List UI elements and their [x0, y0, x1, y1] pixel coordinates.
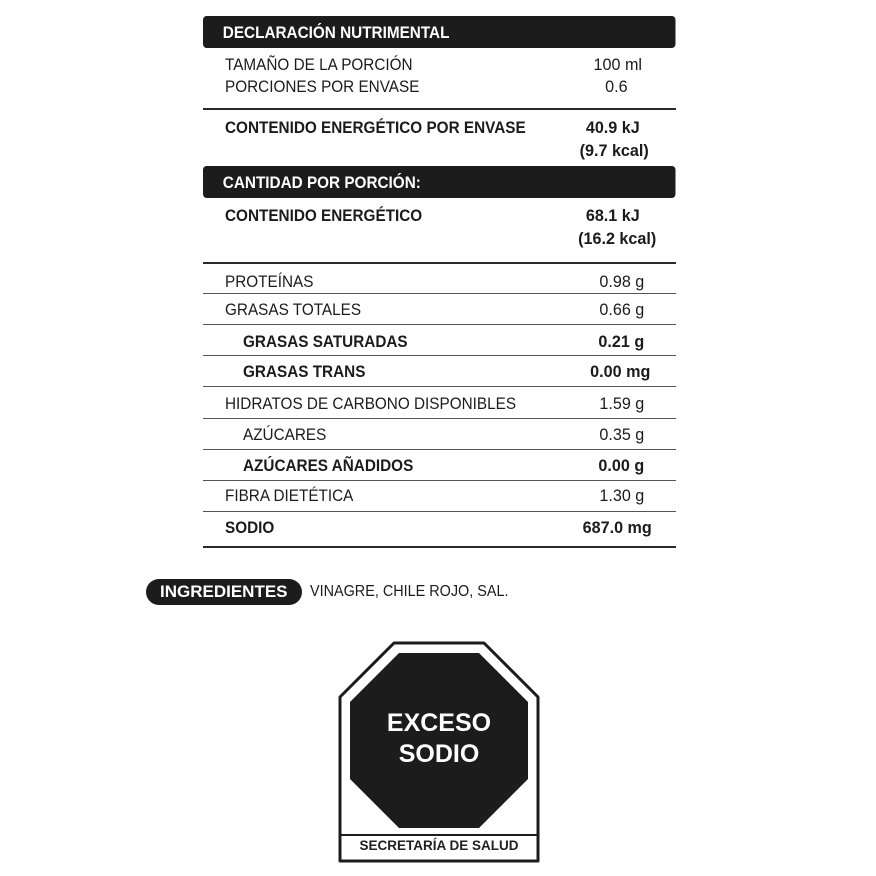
table-row: HIDRATOS DE CARBONO DISPONIBLES 1.59 g — [203, 387, 676, 419]
table-row: AZÚCARES AÑADIDOS 0.00 g — [203, 450, 676, 481]
energy-container-kj: 40.9 kJ — [586, 118, 640, 137]
energy-kcal: (16.2 kcal) — [577, 229, 656, 248]
energy-row — [203, 198, 676, 264]
table-header: DECLARACIÓN NUTRIMENTAL — [203, 16, 676, 48]
table-row: GRASAS TRANS 0.00 mg — [203, 356, 676, 387]
seal-footer: SECRETARÍA DE SALUD — [359, 838, 519, 853]
energy-kj: 68.1 kJ — [586, 206, 640, 225]
serving-size-label: TAMAÑO DE LA PORCIÓN — [225, 55, 413, 74]
table-row: FIBRA DIETÉTICA 1.30 g — [203, 481, 676, 512]
table-row: GRASAS TOTALES 0.66 g — [203, 294, 676, 325]
portion-header: CANTIDAD POR PORCIÓN: — [203, 166, 676, 198]
ingredients-label: INGREDIENTES — [146, 579, 302, 605]
table-row: AZÚCARES 0.35 g — [203, 419, 676, 450]
warning-seal — [338, 641, 540, 863]
seal-line-1: EXCESO — [386, 709, 492, 737]
energy-container-label: CONTENIDO ENERGÉTICO POR ENVASE — [225, 118, 526, 137]
nutrition-table — [203, 16, 676, 548]
seal-line-2: SODIO — [398, 740, 480, 768]
energy-label: CONTENIDO ENERGÉTICO — [225, 206, 423, 225]
table-row: SODIO 687.0 mg — [203, 512, 676, 548]
table-row: GRASAS SATURADAS 0.21 g — [203, 325, 676, 356]
table-row: PROTEÍNAS 0.98 g — [203, 264, 676, 294]
servings-value: 0.6 — [605, 77, 628, 96]
ingredients-text: VINAGRE, CHILE ROJO, SAL. — [309, 583, 508, 600]
serving-size-row — [203, 48, 676, 74]
ingredients-line — [146, 579, 530, 605]
energy-container-kcal: (9.7 kcal) — [579, 141, 649, 160]
serving-size-value: 100 ml — [593, 55, 642, 74]
servings-row — [203, 74, 676, 110]
servings-label: PORCIONES POR ENVASE — [225, 77, 420, 96]
energy-container-row — [203, 110, 676, 166]
